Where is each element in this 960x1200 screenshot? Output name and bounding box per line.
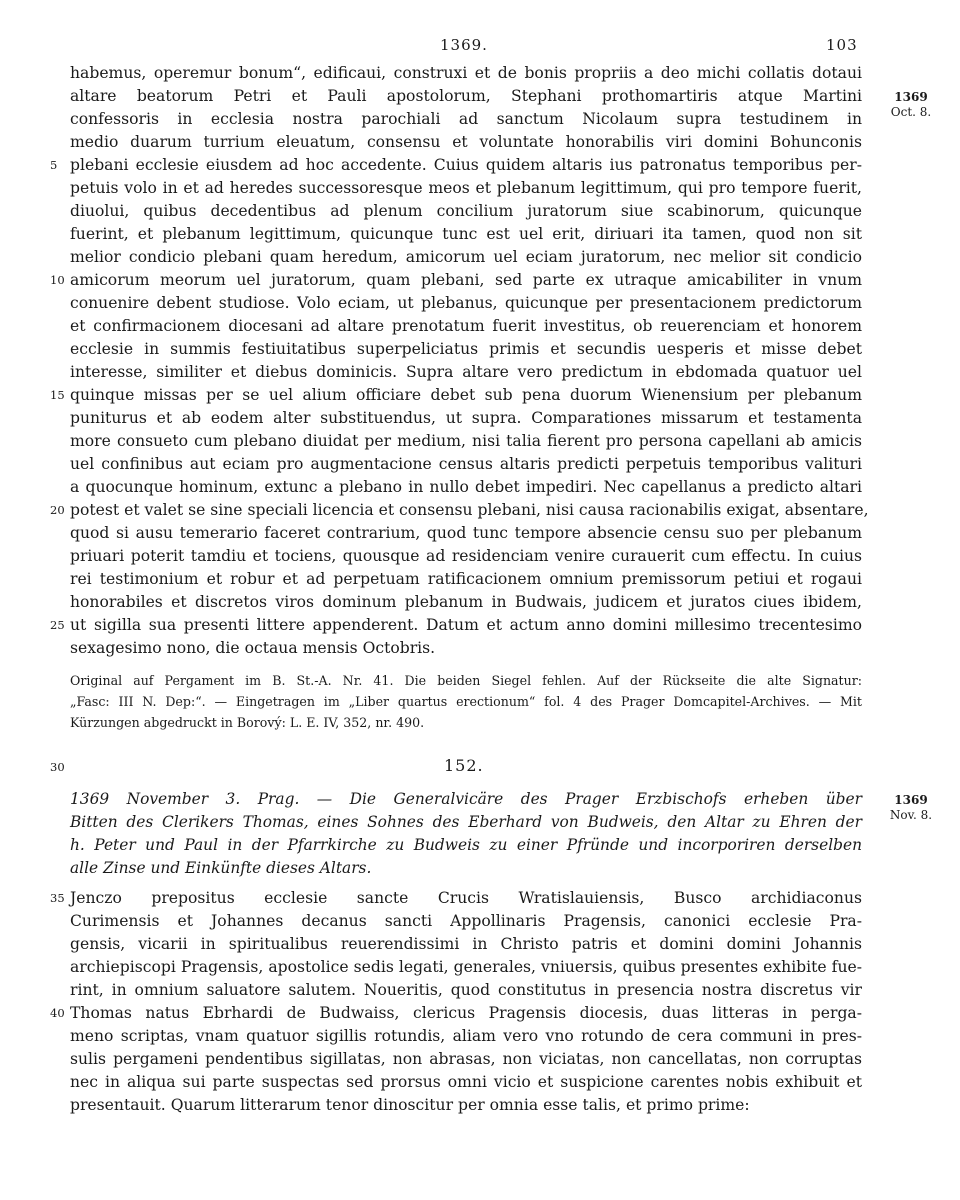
line-text: quinque missas per se uel alium officiare debet sub pena duorum Wienensium per plebanum bbox=[70, 386, 862, 404]
text-line bbox=[50, 499, 869, 522]
text-line bbox=[70, 315, 862, 338]
line-text: honorabiles et discretos viros dominum plebanum in Budwais, judicem et juratos ciues ibidem, bbox=[70, 593, 862, 611]
line-number: 40 bbox=[50, 1006, 65, 1020]
line-text: medio duarum turrium eleuatum, consensu et voluntate honorabilis viri domini Bohunconis bbox=[70, 133, 862, 151]
line-text: sulis pergameni pendentibus sigillatas, non abrasas, non viciatas, non cancellatas, non corruptas bbox=[70, 1050, 862, 1068]
document-text-section bbox=[50, 887, 862, 1117]
text-line bbox=[70, 108, 862, 131]
line-text: gensis, vicarii in spiritualibus reuerendissimi in Christo patris et domini domini Johannis bbox=[70, 935, 862, 953]
line-text: puniturus et ab eodem alter substituendus, ut supra. Comparationes missarum et testamenta bbox=[70, 409, 862, 427]
line-number: 35 bbox=[50, 891, 65, 905]
line-number: 15 bbox=[50, 388, 65, 402]
text-line bbox=[70, 246, 862, 269]
margin-year: 1369 bbox=[894, 793, 928, 807]
text-line bbox=[70, 956, 862, 979]
line-text: more consueto cum plebano diuidat per medium, nisi talia fierent pro persona capellani ab amicis bbox=[70, 432, 862, 450]
text-line bbox=[70, 933, 862, 956]
text-line bbox=[70, 338, 862, 361]
text-line bbox=[70, 361, 862, 384]
line-text: interesse, similiter et diebus dominicis. Supra altare vero predictum in ebdomada quatuor uel bbox=[70, 363, 862, 381]
line-text: fuerint, et plebanum legittimum, quicunque tunc est uel erit, diriuari ita tamen, quod non sit bbox=[70, 225, 862, 243]
text-line: Bitten des Clerikers Thomas, eines Sohnes des Eberhard von Budweis, den Altar zu Ehren der bbox=[70, 813, 862, 831]
line-text: petuis volo in et ad heredes successoresque meos et plebanum legittimum, qui pro tempore fuerit, bbox=[70, 179, 862, 197]
line-text: archiepiscopi Pragensis, apostolice sedis legati, generales, vniuersis, quibus presentes exhibite fue- bbox=[70, 958, 862, 976]
text-line: Original auf Pergament im B. St.-A. Nr. 41. Die beiden Siegel fehlen. Auf der Rückseite die alte Signatur: bbox=[70, 673, 862, 688]
line-text: Thomas natus Ebrhardi de Budwaiss, clericus Pragensis diocesis, duas litteras in perga- bbox=[70, 1004, 862, 1022]
line-text: priuari poterit tamdiu et tociens, quousque ad residenciam venire curauerit cum effectu. In cuius bbox=[70, 547, 862, 565]
text-line bbox=[70, 223, 862, 246]
text-line bbox=[70, 1025, 862, 1048]
line-text: amicorum meorum uel juratorum, quam plebani, sed parte ex utraque amicabiliter in vnum bbox=[70, 271, 862, 289]
line-text: conuenire debent studiose. Volo eciam, ut plebanus, quicunque per presentacionem predictorum bbox=[70, 294, 862, 312]
line-number: 20 bbox=[50, 503, 65, 517]
line-text: rint, in omnium saluatore salutem. Noueritis, quod constitutus in presencia nostra discretus vir bbox=[70, 981, 862, 999]
text-line bbox=[50, 154, 862, 177]
margin-day: Nov. 8. bbox=[889, 808, 933, 822]
line-text: plebani ecclesie eiusdem ad hoc accedente. Cuius quidem altaris ius patronatus temporibus per- bbox=[70, 156, 862, 174]
text-line: Kürzungen abgedruckt in Borový: L. E. IV, 352, nr. 490. bbox=[70, 715, 425, 730]
text-line bbox=[70, 131, 862, 154]
text-line bbox=[50, 269, 862, 292]
line-text: ut sigilla sua presenti littere appenderent. Datum et actum anno domini millesimo trecentesimo bbox=[70, 616, 862, 634]
line-text: meno scriptas, vnam quatuor sigillis rotundis, aliam vero vno rotundo de cera communi in pres- bbox=[70, 1027, 862, 1045]
text-line bbox=[70, 453, 862, 476]
text-line bbox=[70, 430, 862, 453]
text-line bbox=[70, 910, 862, 933]
text-line bbox=[70, 85, 862, 108]
line-text: sexagesimo nono, die octaua mensis Octobris. bbox=[70, 639, 436, 657]
line-text: nec in aliqua sui parte suspectas sed prorsus omni vicio et suspicione carentes nobis exhibuit et bbox=[70, 1073, 862, 1091]
text-line bbox=[70, 522, 862, 545]
editorial-notes bbox=[70, 670, 862, 733]
page-number: 103 bbox=[826, 36, 858, 54]
text-line bbox=[70, 979, 862, 1002]
line-text: a quocunque hominum, extunc a plebano in nullo debet impediri. Nec capellanus a predicto altari bbox=[70, 478, 862, 496]
text-line bbox=[70, 1071, 862, 1094]
line-text: altare beatorum Petri et Pauli apostolorum, Stephani prothomartiris atque Martini bbox=[70, 87, 862, 105]
line-number: 30 bbox=[50, 760, 65, 774]
line-text: Curimensis et Johannes decanus sancti Appollinaris Pragensis, canonici ecclesie Pra- bbox=[70, 912, 862, 930]
line-text: ecclesie in summis festiuitatibus superpeliciatus primis et secundis uesperis et misse debet bbox=[70, 340, 862, 358]
line-text: rei testimonium et robur et ad perpetuam ratificacionem omnium premissorum petiui et rogaui bbox=[70, 570, 862, 588]
text-line: alle Zinse und Einkünfte dieses Altars. bbox=[70, 859, 372, 877]
line-text: habemus, operemur bonum“, edificaui, construxi et de bonis propriis a deo michi collatis dotaui bbox=[70, 64, 862, 82]
line-text: diuolui, quibus decedentibus ad plenum concilium juratorum siue scabinorum, quicunque bbox=[70, 202, 862, 220]
text-line: h. Peter und Paul in der Pfarrkirche zu Budweis zu einer Pfründe und incorporiren derselben bbox=[70, 836, 862, 854]
text-line: 1369 November 3. Prag. — Die Generalvicäre des Prager Erzbischofs erheben über bbox=[70, 790, 862, 808]
line-text: et confirmacionem diocesani ad altare prenotatum fuerit investitus, ob reuerenciam et honorem bbox=[70, 317, 862, 335]
text-line bbox=[70, 200, 862, 223]
text-line bbox=[70, 1094, 862, 1117]
text-line bbox=[70, 476, 862, 499]
margin-date-oct bbox=[880, 90, 942, 120]
line-number: 10 bbox=[50, 273, 65, 287]
text-line bbox=[70, 591, 862, 614]
margin-year: 1369 bbox=[894, 90, 928, 104]
document-number: 152. bbox=[444, 756, 484, 775]
line-text: quod si ausu temerario faceret contrarium, quod tunc tempore absencie censu suo per plebanum bbox=[70, 524, 862, 542]
line-number: 25 bbox=[50, 618, 65, 632]
text-line bbox=[50, 887, 862, 910]
line-text: Jenczo prepositus ecclesie sancte Crucis Wratislauiensis, Busco archidiaconus bbox=[70, 889, 862, 907]
regest-summary bbox=[70, 788, 862, 880]
line-text: potest et valet se sine speciali licencia et consensu plebani, nisi causa racionabilis exigat, absentare, bbox=[70, 501, 869, 519]
line-number: 5 bbox=[50, 158, 58, 172]
margin-day: Oct. 8. bbox=[890, 105, 932, 119]
text-line: „Fasc: III N. Dep:“. — Eingetragen im „Liber quartus erectionum“ fol. 4 des Prager Domcapitel-Archives. — Mit bbox=[70, 694, 862, 709]
text-line bbox=[70, 568, 862, 591]
page-header bbox=[0, 36, 960, 56]
text-line bbox=[50, 1002, 862, 1025]
line-text: melior condicio plebani quam heredum, amicorum uel eciam juratorum, nec melior sit condicio bbox=[70, 248, 862, 266]
text-line bbox=[70, 177, 862, 200]
text-line bbox=[70, 62, 862, 85]
text-line bbox=[70, 545, 862, 568]
document-number-row bbox=[0, 756, 960, 780]
line-text: uel confinibus aut eciam pro augmentacione census altaris predicti perpetuis temporibus valituri bbox=[70, 455, 862, 473]
text-line bbox=[70, 407, 862, 430]
charter-text-section bbox=[50, 62, 869, 660]
text-line bbox=[70, 1048, 862, 1071]
text-line bbox=[70, 292, 862, 315]
margin-date-nov bbox=[880, 793, 942, 823]
text-line bbox=[50, 614, 862, 637]
line-text: presentauit. Quarum litterarum tenor dinoscitur per omnia esse talis, et primo prime: bbox=[70, 1096, 750, 1114]
running-title: 1369. bbox=[440, 36, 488, 54]
text-line bbox=[70, 637, 862, 660]
line-text: confessoris in ecclesia nostra parochiali ad sanctum Nicolaum supra testudinem in bbox=[70, 110, 862, 128]
text-line bbox=[50, 384, 862, 407]
